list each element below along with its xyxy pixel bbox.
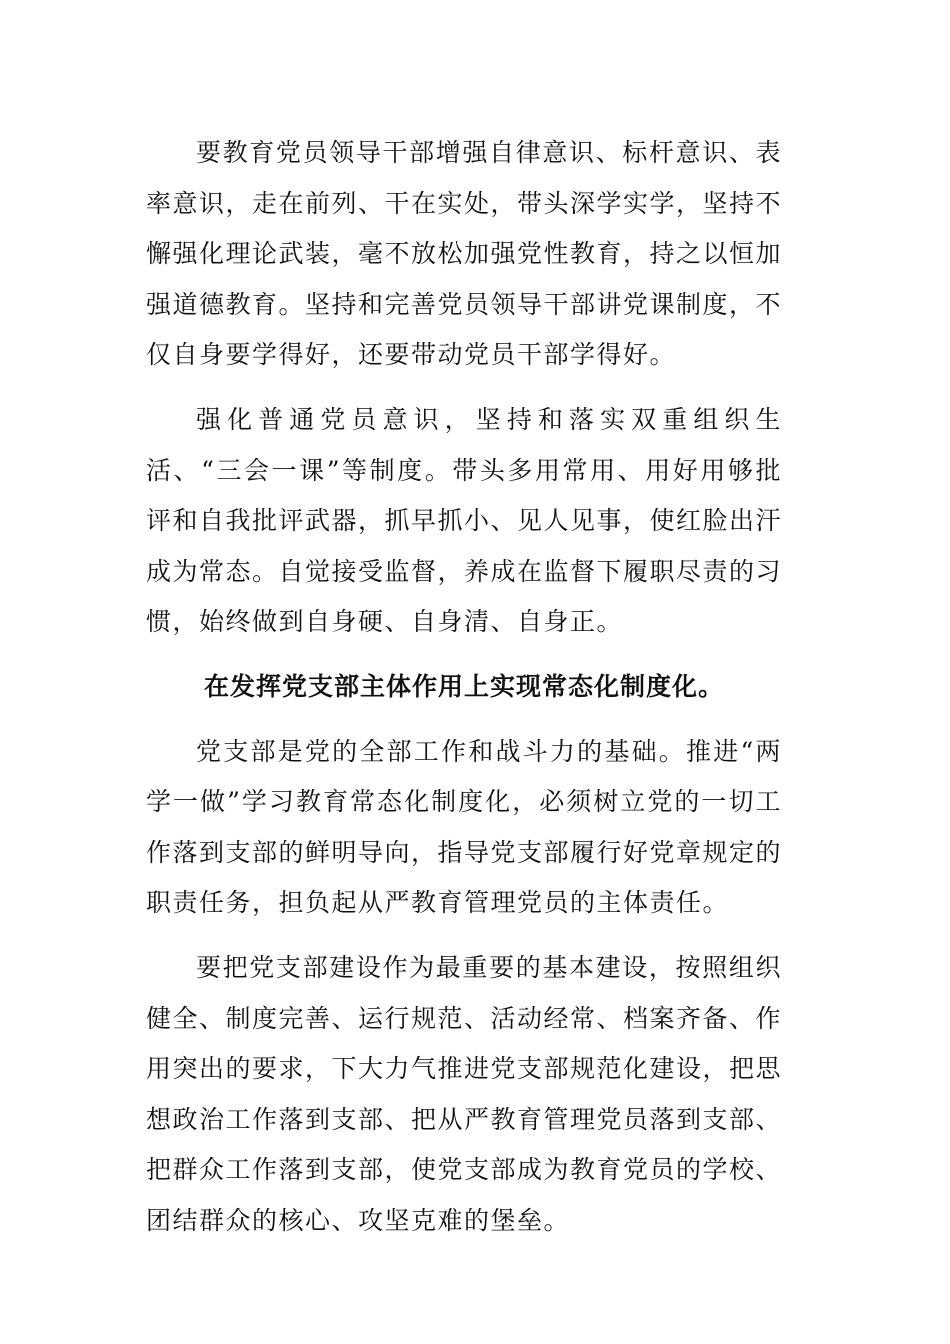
paragraph-leadership-education: 要教育党员领导干部增强自律意识、标杆意识、表率意识，走在前列、干在实处，带头深学实学，坚持不懈强化理论武装，毫不放松加强党性教育，持之以恒加强道德教育。坚持和完善党员领导干部讲党课制度，不仅自身要学得好，还要带动党员干部学得好。 — [146, 138, 783, 370]
paragraph-party-member-awareness: 强化普通党员意识，坚持和落实双重组织生活、“三会一课”等制度。带头多用常用、用好用够批评和自我批评武器，抓早抓小、见人见事，使红脸出汗成为常态。自觉接受监督，养成在监督下履职尽责的习惯，始终做到自身硬、自身清、自身正。 — [146, 404, 783, 637]
paragraph-branch-construction: 要把党支部建设作为最重要的基本建设，按照组织健全、制度完善、运行规范、活动经常、档案齐备、作用突出的要求，下大力气推进党支部规范化建设，把思想政治工作落到支部、把从严教育管理党员落到支部、把群众工作落到支部，使党支部成为教育党员的学校、团结群众的核心、攻坚克难的堡垒。 — [146, 952, 783, 1235]
document-body — [146, 128, 782, 1260]
section-heading: 在发挥党支部主体作用上实现常态化制度化。 — [203, 671, 724, 701]
paragraph-branch-foundation: 党支部是党的全部工作和战斗力的基础。推进“两学一做”学习教育常态化制度化，必须树立党的一切工作落到支部的鲜明导向，指导党支部履行好党章规定的职责任务，担负起从严教育管理党员的主体责任。 — [146, 736, 783, 918]
